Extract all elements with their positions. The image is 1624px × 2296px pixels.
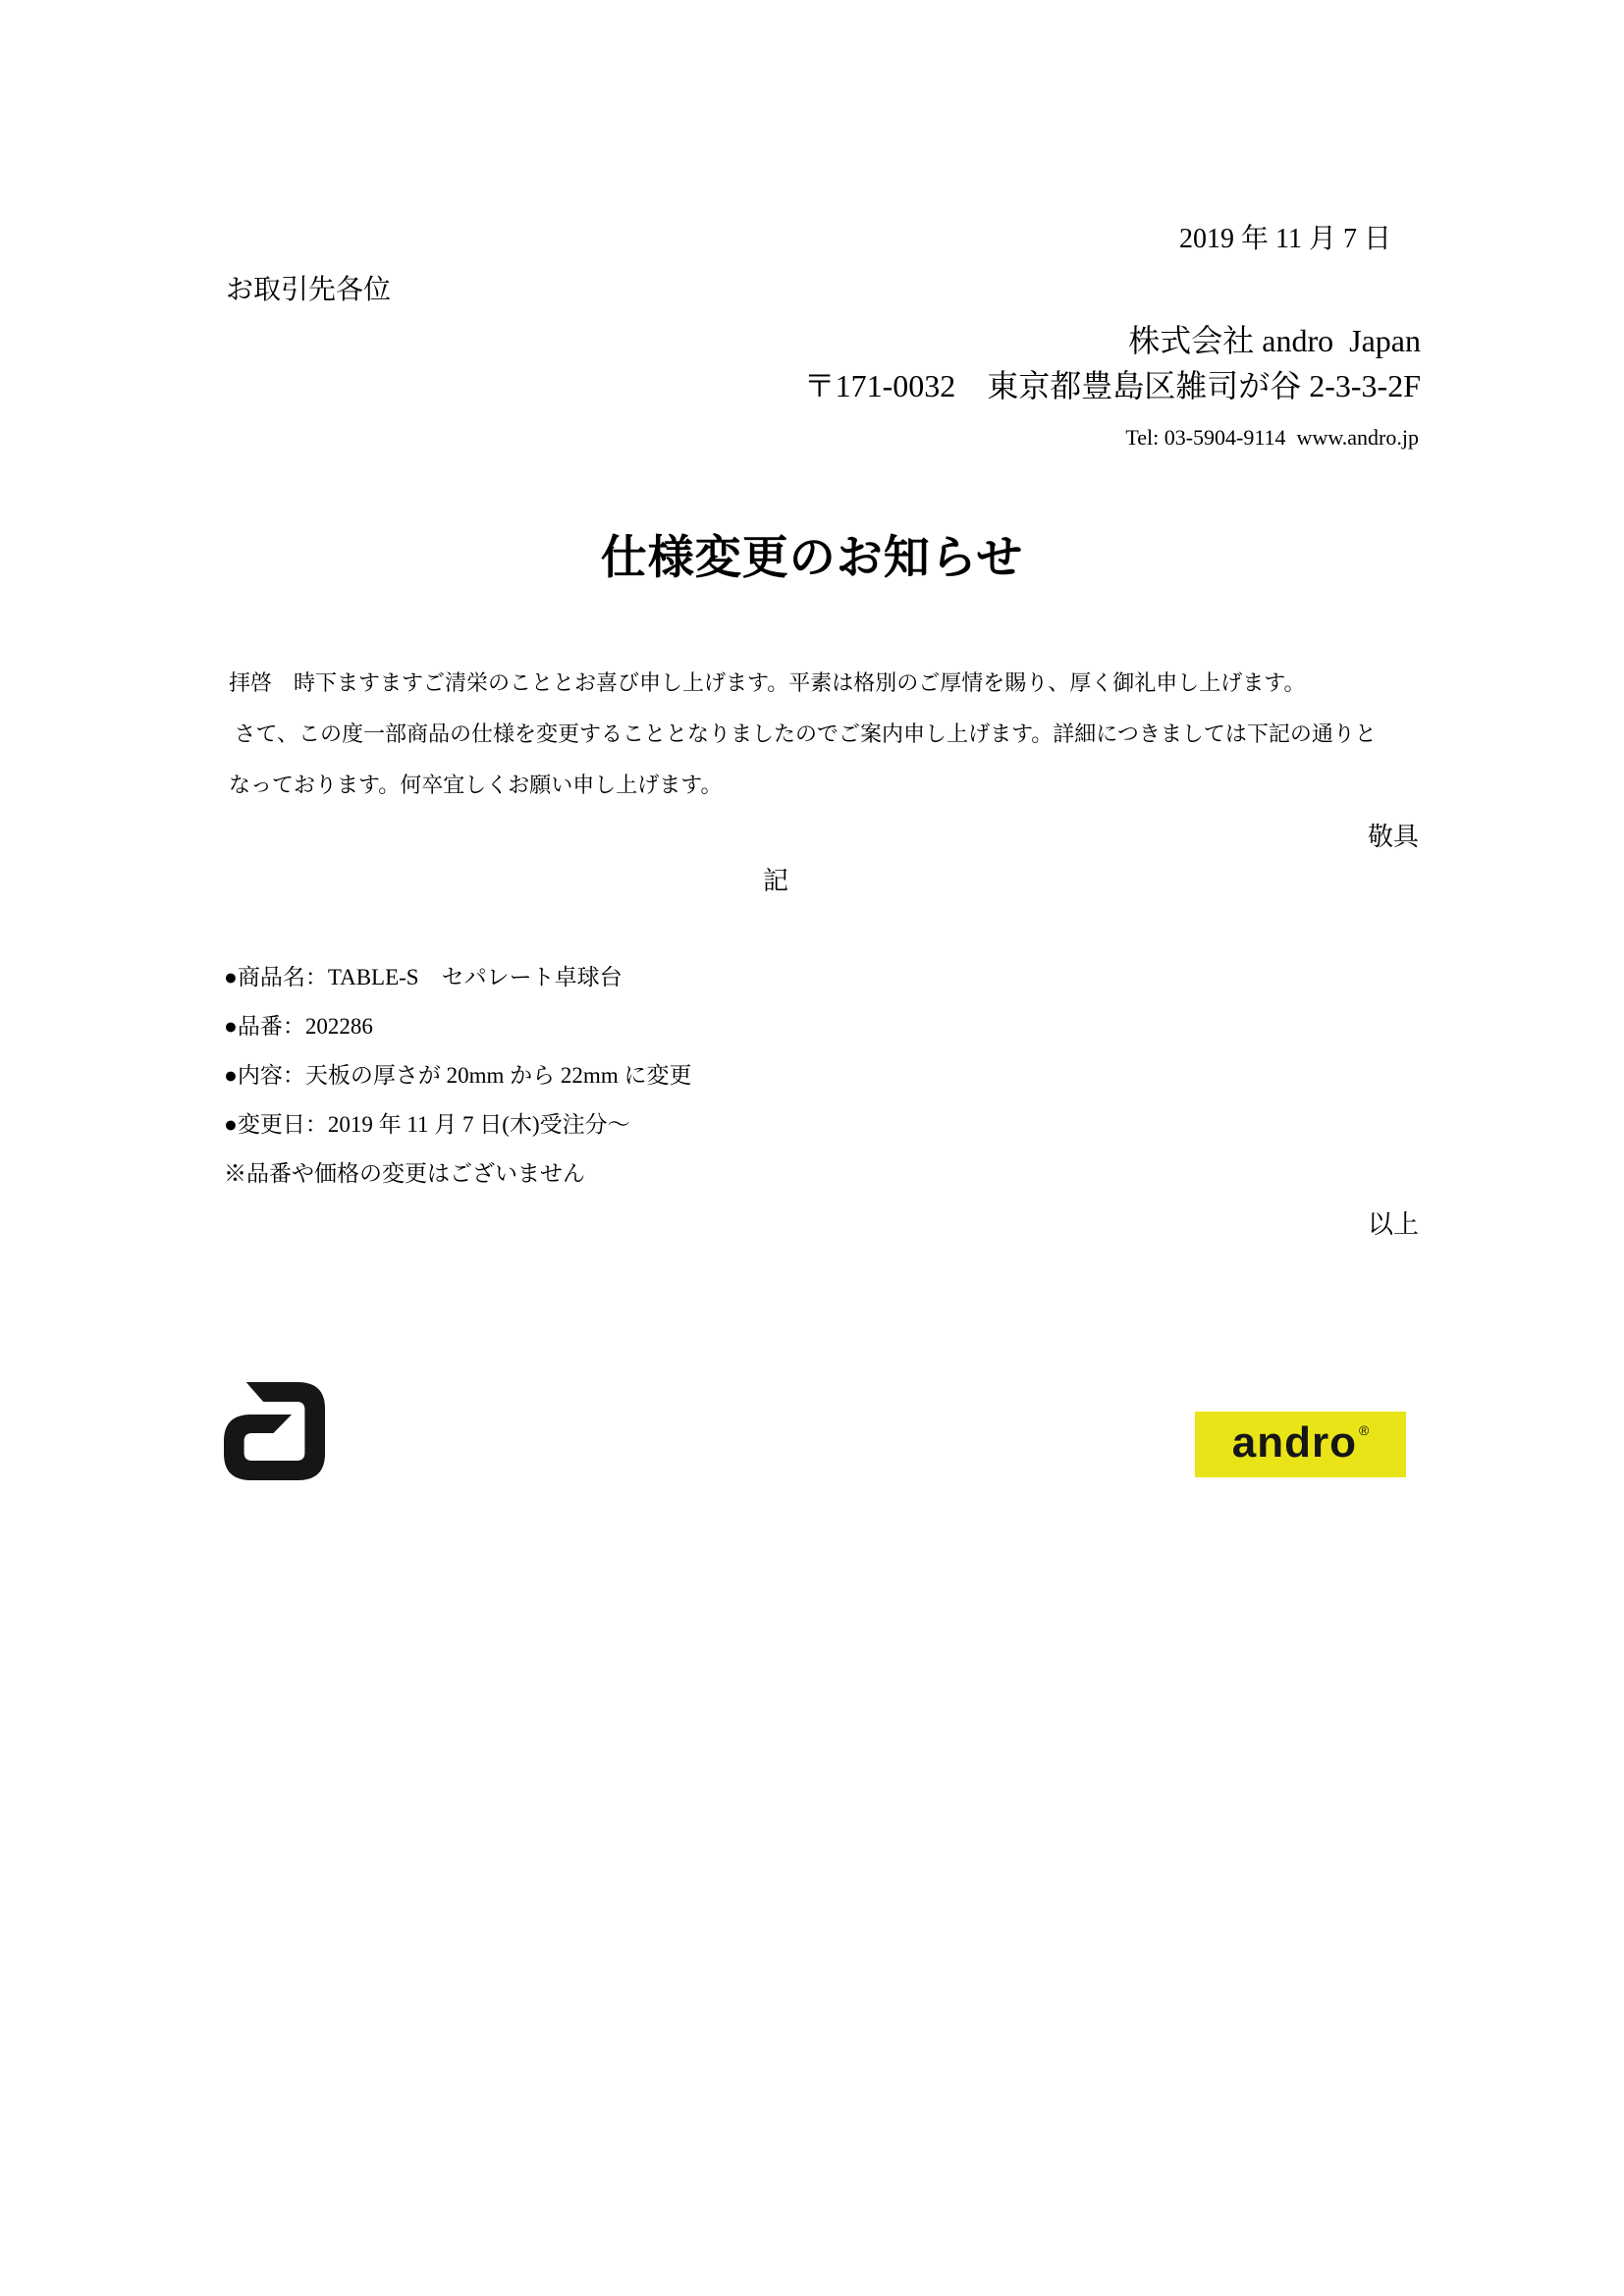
andro-logo-text: andro (1231, 1417, 1357, 1467)
detail-item-change-date: ●変更日：2019 年 11 月 7 日(木)受注分～ (224, 1112, 630, 1137)
detail-item-change-content: ●内容：天板の厚さが 20mm から 22mm に変更 (224, 1063, 692, 1088)
sender-contact: Tel: 03-5904-9114 www.andro.jp (1125, 425, 1419, 450)
note-line: ※品番や価格の変更はございません (224, 1161, 585, 1186)
record-marker: 記 (762, 867, 788, 895)
document-title: 仕様変更のお知らせ (600, 533, 1024, 584)
body-line: さて、この度一部商品の仕様を変更することとなりましたのでご案内申し上げます。詳細につきましては下記の通りと (229, 721, 1377, 746)
detail-item-product-number: ●品番：202286 (224, 1014, 373, 1039)
sender-company: 株式会社 andro Japan (1128, 323, 1421, 358)
andro-a-mark-logo (224, 1382, 325, 1480)
end-marker-ijou: 以上 (1367, 1210, 1419, 1239)
document-date: 2019 年 11 月 7 日 (1179, 224, 1391, 254)
andro-wordmark-logo (1195, 1412, 1406, 1477)
body-line: なっております。何卒宜しくお願い申し上げます。 (229, 773, 723, 797)
body-line: 拝啓 時下ますますご清栄のこととお喜び申し上げます。平素は格別のご厚情を賜り、厚く御礼申し上げます。 (229, 670, 1306, 695)
registered-trademark-symbol: ® (1358, 1422, 1370, 1438)
closing-keigu: 敬具 (1367, 823, 1419, 851)
sender-address: 〒171-0032 東京都豊島区雑司が谷 2-3-3-2F (803, 368, 1421, 403)
recipient-line: お取引先各位 (226, 275, 392, 305)
detail-item-product-name: ●商品名：TABLE-S セパレート卓球台 (224, 965, 623, 989)
